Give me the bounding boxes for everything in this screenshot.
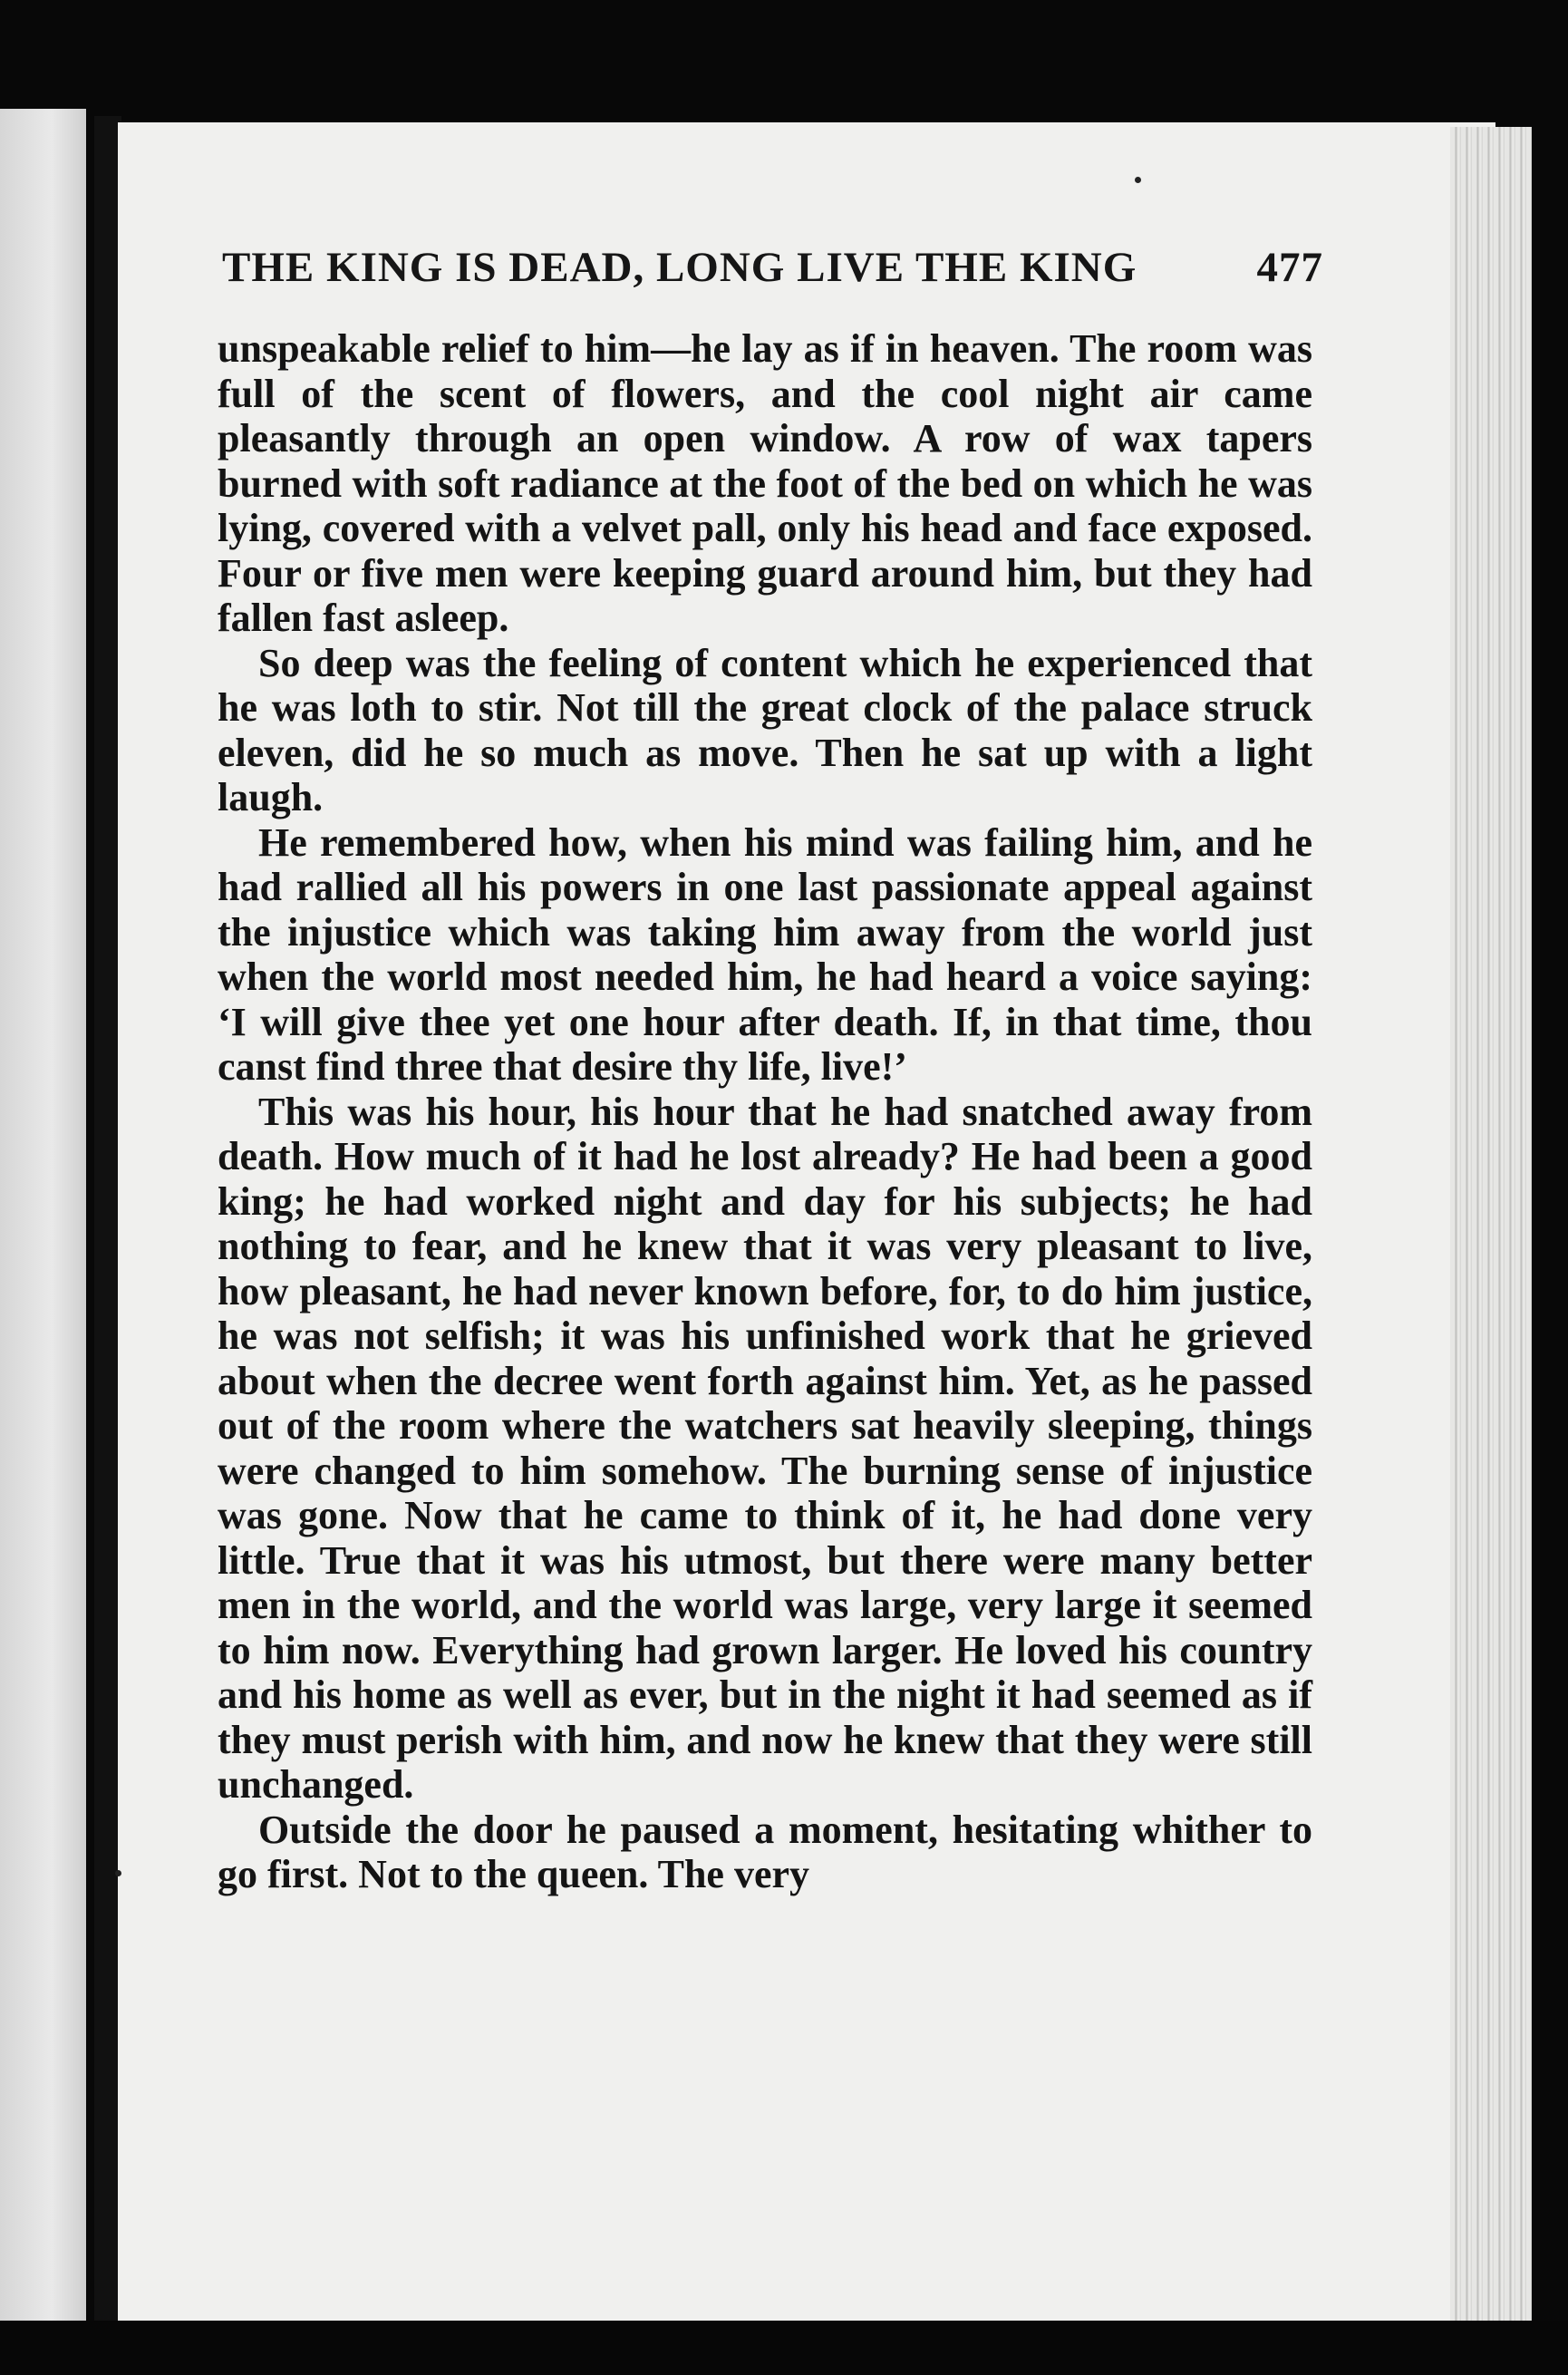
page-number: 477 [1256, 244, 1323, 291]
paragraph: This was his hour, his hour that he had snatched away from death. How much of it had he lost already? He had been a good king; he had worked night and day for his subjects; he had nothing to fear, and he knew that it was very pleasant to live, how pleasant, he had never known before, for, to do him justice, he was not selfish; it was his unfinished work that he grieved about when the decree went forth against him. Yet, as he passed out of the room where the watchers sat heavily sleeping, things were changed to him somehow. The burning sense of injustice was gone. Now that he came to think of it, he had done very little. True that it was his utmost, but there were many better men in the world, and the world was large, very large it seemed to him now. Everything had grown larger. He loved his country and his home as well as ever, but in the night it had seemed as if they must perish with him, and now he knew that they were still unchanged. [218, 1089, 1312, 1807]
paragraph: He remembered how, when his mind was failing him, and he had rallied all his powers in one last passionate appeal against the injustice which was taking him away from the world just when the world most needed him, he had heard a voice saying: ‘I will give thee yet one hour after death. If, in that time, thou canst find three that desire thy life, live!’ [218, 819, 1312, 1089]
previous-page-edge [0, 109, 86, 2375]
bottom-shadow [0, 2321, 1568, 2375]
dust-speck [1135, 177, 1141, 183]
paragraph: Outside the door he paused a moment, hesitating whither to go first. Not to the queen. The very [218, 1807, 1312, 1896]
dust-speck [115, 1870, 121, 1876]
running-head-title: THE KING IS DEAD, LONG LIVE THE KING [222, 244, 1137, 291]
paragraph: unspeakable relief to him—he lay as if in heaven. The room was full of the scent of flowers, and the cool night air came pleasantly through an open window. A row of wax tapers burned with soft radiance at the foot of the bed on which he was lying, covered with a velvet pall, only his head and face exposed. Four or five men were keeping guard around him, but they had fallen fast asleep. [218, 326, 1312, 640]
page-stack-edge [1450, 127, 1532, 2321]
body-text [218, 326, 1312, 1897]
running-header [222, 243, 1323, 315]
paragraph: So deep was the feeling of content which he experienced that he was loth to stir. Not till the great clock of the palace struck eleven, did he so much as move. Then he sat up with a light laugh. [218, 640, 1312, 819]
